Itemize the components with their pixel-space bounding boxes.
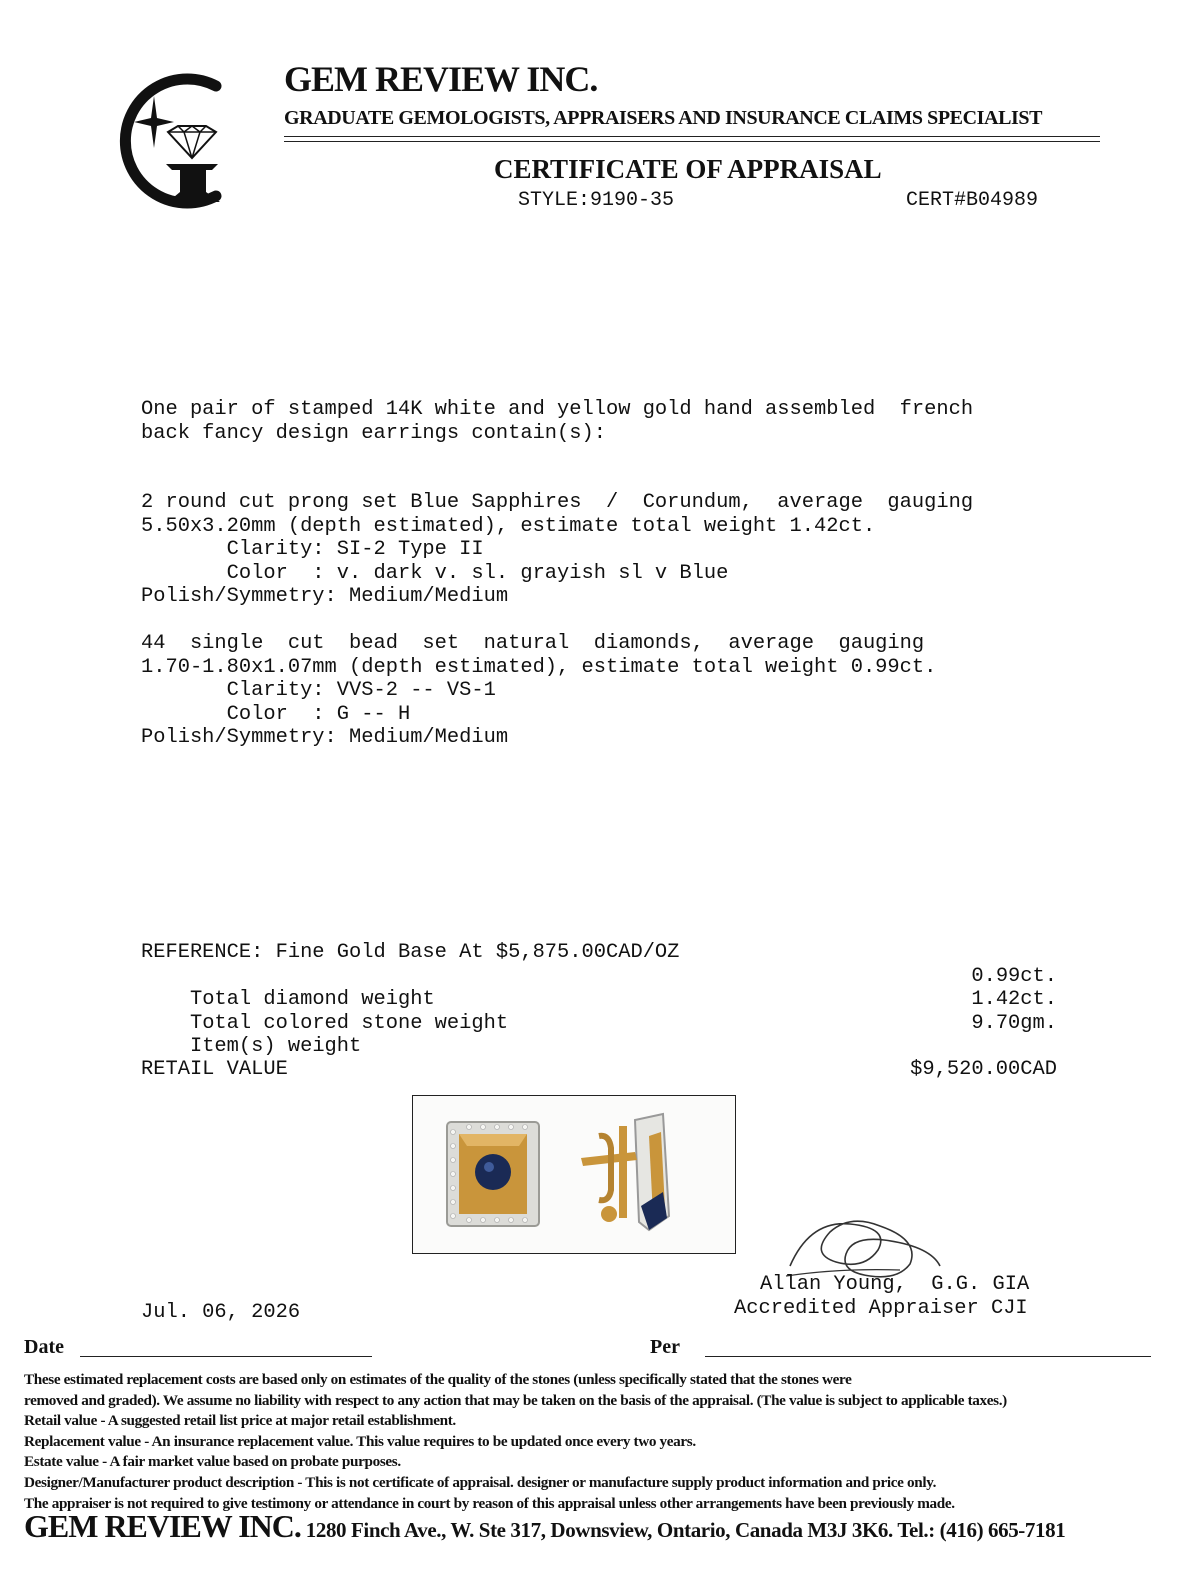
style-number: STYLE:9190-35: [518, 189, 675, 212]
weight-label: Total colored stone weight: [189, 1011, 509, 1035]
weight-value: 0.99ct.: [971, 964, 1057, 988]
disclaimer-line: removed and graded). We assume no liability with respect to any action that may be taken on the basis of the appraisal. (The value is subject to applicable taxes.): [24, 1391, 1007, 1409]
disclaimer-line: Estate value - A fair market value based on probate purposes.: [24, 1453, 401, 1471]
diamond-description: 44 single cut bead set natural diamonds, average gauging 1.70-1.80x1.07mm (depth estimated), estimate total weight 0.99ct. Clarity: VVS-2 -- VS-1 Color : G -- H Polish/Symmetry: Medium/Medium: [141, 632, 937, 749]
reference-block: [141, 941, 1057, 1058]
weight-label: Item(s) weight: [189, 1035, 362, 1058]
certificate-number: CERT#B04989: [906, 189, 1039, 212]
appraiser-title: Accredited Appraiser CJI: [734, 1297, 1028, 1320]
retail-value-label: RETAIL VALUE: [141, 1058, 288, 1081]
header-rule: [284, 136, 1100, 137]
date-signature-line: [80, 1356, 372, 1357]
appraisal-date: Jul. 06, 2026: [141, 1301, 301, 1324]
gem-review-logo-icon: [98, 66, 238, 216]
footer: [24, 1508, 1065, 1545]
weight-row: [141, 1011, 1057, 1058]
certificate-title: CERTIFICATE OF APPRAISAL: [494, 154, 882, 184]
appraiser-name: Allan Young, G.G. GIA: [760, 1273, 1030, 1296]
per-signature-line: [705, 1356, 1151, 1357]
company-name: GEM REVIEW INC.: [284, 59, 598, 99]
disclaimer-line: Retail value - A suggested retail list price at major retail establishment.: [24, 1412, 456, 1430]
weight-label: Total diamond weight: [189, 988, 435, 1011]
retail-value-row: [141, 1058, 1057, 1082]
disclaimer-line: These estimated replacement costs are based only on estimates of the quality of the stones (unless specifically stated that the stones were: [24, 1371, 852, 1388]
footer-company-name: GEM REVIEW INC.: [24, 1508, 301, 1544]
disclaimer-line: Replacement value - An insurance replacement value. This value requires to be updated once every two years.: [24, 1432, 696, 1450]
retail-value: $9,520.00CAD: [910, 1058, 1057, 1081]
earrings-illustration: [413, 1096, 735, 1253]
item-description: One pair of stamped 14K white and yellow gold hand assembled french back fancy design earrings contain(s):: [141, 398, 974, 445]
sapphire-description: 2 round cut prong set Blue Sapphires / Corundum, average gauging 5.50x3.20mm (depth estimated), estimate total weight 1.42ct. Clarity: SI-2 Type II Color : v. dark v. sl. grayish sl v Blue Polish/Symmetry: Medium/Medium: [141, 491, 974, 608]
reference-line: REFERENCE: Fine Gold Base At $5,875.00CAD/OZ: [141, 941, 680, 964]
earrings-photo: [412, 1095, 736, 1254]
disclaimer-line: The appraiser is not required to give testimony or attendance in court by reason of this appraisal unless other arrangements have been previously made.: [24, 1494, 955, 1512]
per-label: Per: [650, 1336, 680, 1358]
weight-value: 1.42ct.: [971, 988, 1057, 1011]
footer-address: 1280 Finch Ave., W. Ste 317, Downsview, Ontario, Canada M3J 3K6. Tel.: (416) 665-7181: [300, 1518, 1066, 1542]
date-label: Date: [24, 1336, 64, 1358]
company-tagline: GRADUATE GEMOLOGISTS, APPRAISERS AND INSURANCE CLAIMS SPECIALIST: [284, 107, 1043, 129]
disclaimer-line: Designer/Manufacturer product description - This is not certificate of appraisal. designer or manufacture supply product information and price only.: [24, 1473, 937, 1491]
header-rule: [284, 141, 1100, 142]
weight-value: 9.70gm.: [971, 1011, 1057, 1035]
disclaimer: [24, 1370, 1184, 1514]
